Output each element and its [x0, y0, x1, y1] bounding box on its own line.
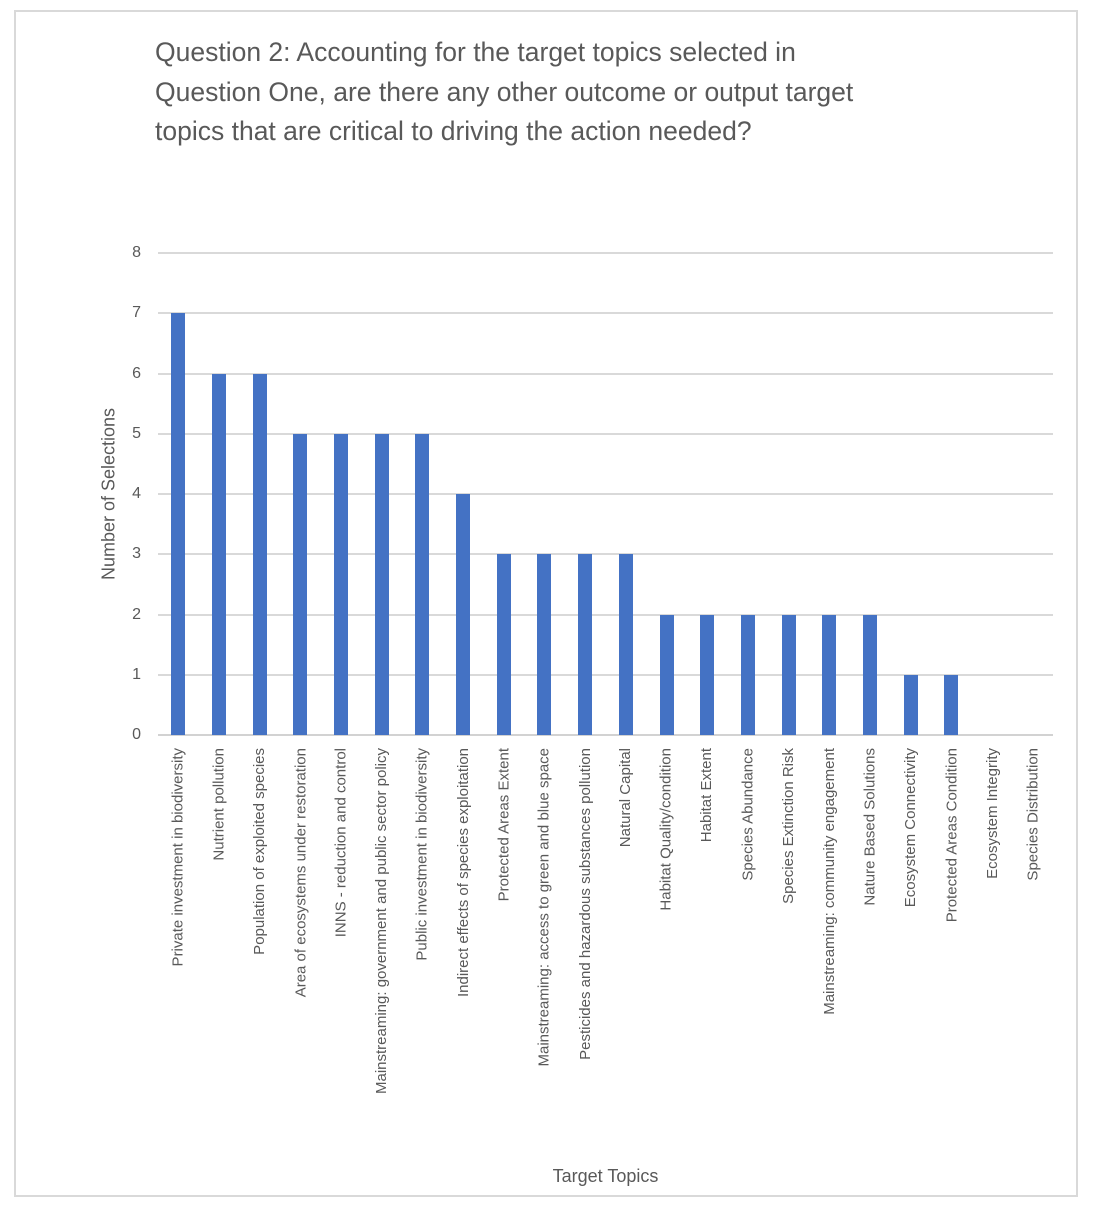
- y-axis-tick-label: 7: [132, 304, 141, 322]
- bar: [334, 434, 348, 735]
- x-axis-category-label-text: Nature Based Solutions: [861, 748, 879, 906]
- x-axis-category-label-text: Private investment in biodiversity: [169, 748, 187, 967]
- bar: [578, 554, 592, 735]
- x-axis-category-label-text: Protected Areas Extent: [495, 748, 513, 902]
- x-axis-category-label-text: INNS - reduction and control: [332, 748, 350, 938]
- bar: [253, 374, 267, 736]
- bar: [700, 615, 714, 736]
- bar: [293, 434, 307, 735]
- x-axis-category-label-text: Population of exploited species: [251, 748, 269, 955]
- bar: [904, 675, 918, 735]
- x-axis-category-label-text: Area of ecosystems under restoration: [291, 748, 309, 998]
- x-axis-category-label-text: Protected Areas Condition: [942, 748, 960, 923]
- x-axis-category-label-text: Nutrient pollution: [210, 748, 228, 861]
- bar: [741, 615, 755, 736]
- gridline: [158, 553, 1053, 555]
- bar: [375, 434, 389, 735]
- x-axis-category-label-text: Public investment in biodiversity: [413, 748, 431, 961]
- bar: [944, 675, 958, 735]
- chart-title-line-1: Question 2: Accounting for the target topics selected in: [155, 37, 796, 67]
- gridline: [158, 433, 1053, 435]
- x-axis-category-label-text: Pesticides and hazardous substances pollution: [576, 748, 594, 1060]
- x-axis-category-label-text: Mainstreaming: government and public sector policy: [373, 748, 391, 1095]
- x-axis-category-label-text: Species Abundance: [739, 748, 757, 881]
- x-axis-category-label-text: Species Distribution: [1024, 748, 1042, 881]
- bar: [456, 494, 470, 735]
- x-axis-category-label-text: Mainstreaming: access to green and blue space: [535, 748, 553, 1067]
- gridline: [158, 312, 1053, 314]
- y-axis-tick-label: 4: [132, 485, 141, 502]
- x-axis-category-label-text: Indirect effects of species exploitation: [454, 748, 472, 998]
- y-axis-tick-label: 6: [132, 364, 141, 382]
- x-axis-category-label-text: Habitat Extent: [698, 748, 716, 843]
- bar: [619, 554, 633, 735]
- gridline: [158, 252, 1053, 254]
- x-axis-category-label-text: Natural Capital: [617, 748, 635, 848]
- x-axis-category-label-text: Ecosystem Connectivity: [902, 748, 920, 908]
- gridline: [158, 674, 1053, 676]
- y-axis-tick-label: 5: [132, 424, 141, 442]
- chart-title: [155, 33, 853, 152]
- bar: [863, 615, 877, 736]
- y-axis-title: Number of Selections: [98, 407, 119, 581]
- x-axis-line: [158, 734, 1053, 736]
- y-axis-tick-label: 3: [132, 545, 141, 563]
- y-axis-tick-label: 2: [132, 605, 141, 623]
- bar: [537, 554, 551, 735]
- chart-title-line-3: topics that are critical to driving the action needed?: [155, 116, 752, 146]
- gridline: [158, 373, 1053, 375]
- gridline: [158, 614, 1053, 616]
- gridline: [158, 493, 1053, 495]
- x-axis-title: Target Topics: [552, 1166, 659, 1186]
- bar: [660, 615, 674, 736]
- bar: [497, 554, 511, 735]
- bar: [415, 434, 429, 735]
- bar: [822, 615, 836, 736]
- y-axis-tick-label: 8: [132, 244, 141, 261]
- y-axis-tick-label: 0: [132, 726, 141, 743]
- bar: [212, 374, 226, 736]
- bar: [782, 615, 796, 736]
- x-axis-category-label-text: Ecosystem Integrity: [983, 748, 1001, 879]
- chart-title-line-2: Question One, are there any other outcome or output target: [155, 76, 854, 107]
- bar: [171, 313, 185, 735]
- y-axis-tick-label: 1: [132, 665, 141, 683]
- x-axis-category-label-text: Mainstreaming: community engagement: [820, 748, 838, 1015]
- x-axis-category-label-text: Species Extinction Risk: [780, 748, 798, 904]
- x-axis-category-label-text: Habitat Quality/condition: [658, 748, 676, 911]
